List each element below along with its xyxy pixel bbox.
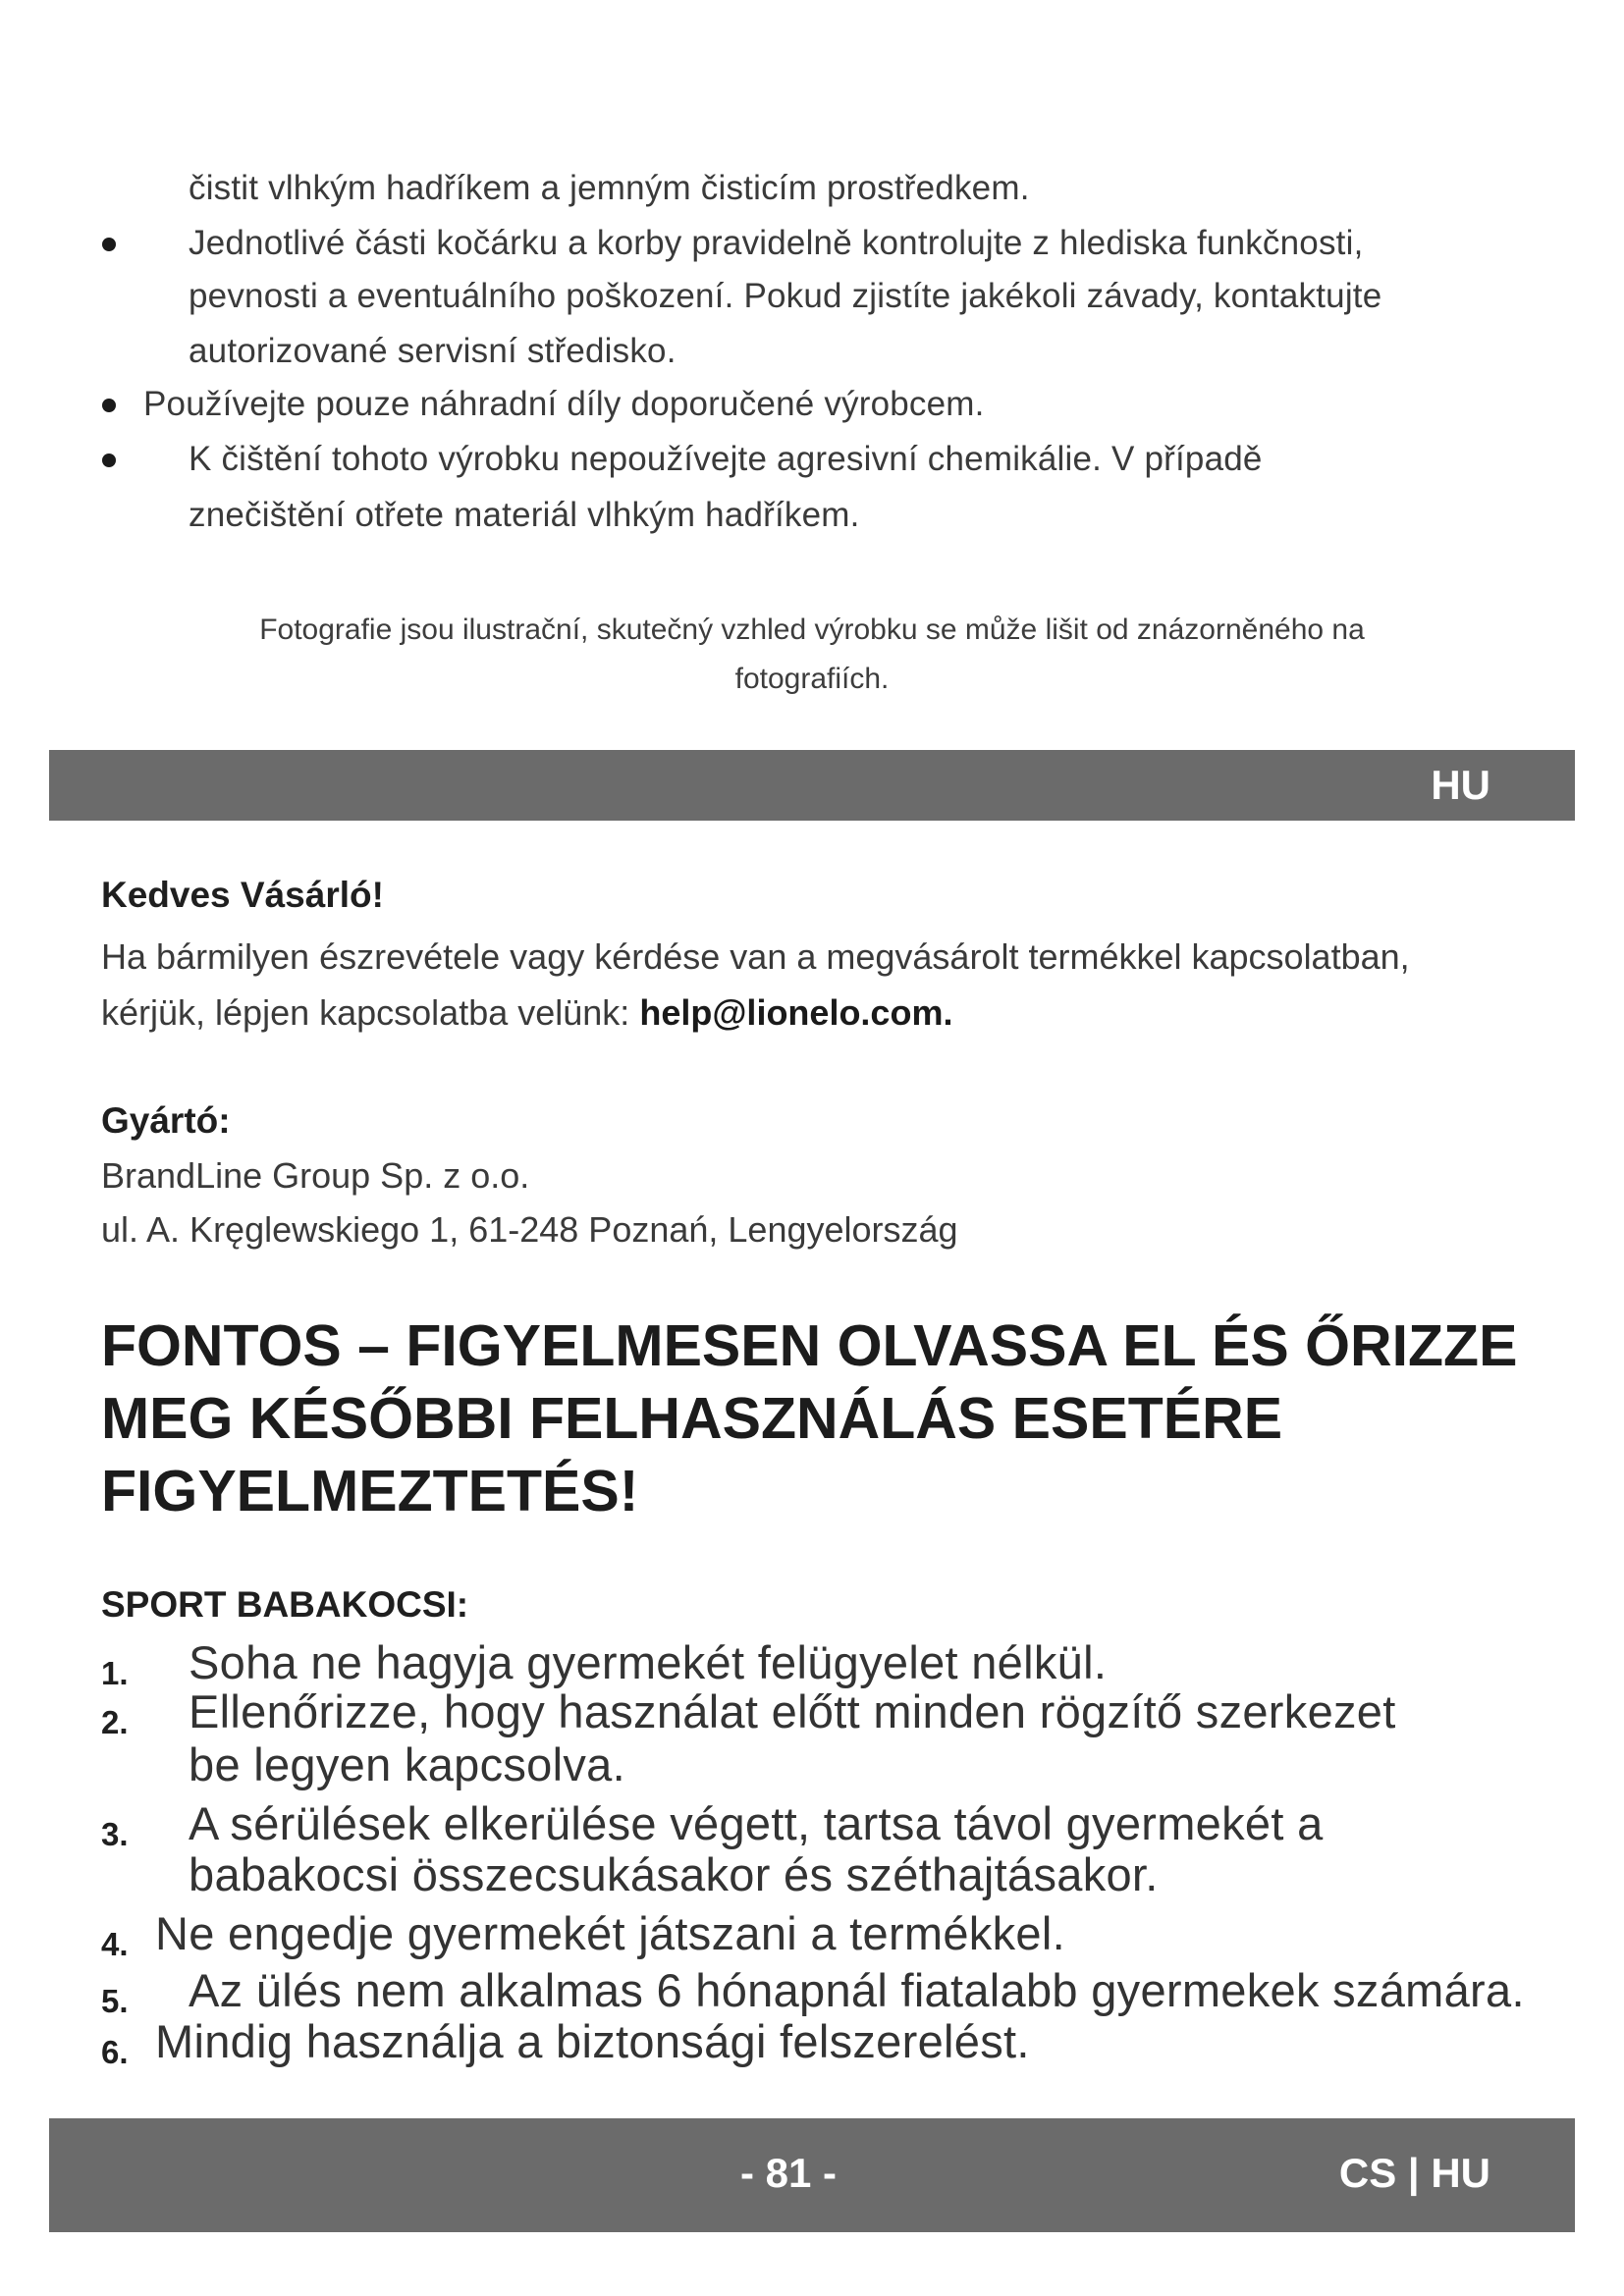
warning-1-line-1: Soha ne hagyja gyermekét felügyelet nélkül. [189,1636,1108,1688]
warning-6-line-1: Mindig használja a biztonsági felszerelést. [155,2015,1030,2067]
warning-number: 3. [101,1816,129,1852]
greeting-heading: Kedves Vásárló! [101,875,384,915]
manufacturer-name: BrandLine Group Sp. z o.o. [101,1155,530,1196]
warning-number: 2. [101,1704,129,1740]
footer-languages: CS | HU [1338,2150,1490,2196]
important-title-line-1: FONTOS – FIGYELMESEN OLVASSA EL ÉS ŐRIZZE [101,1313,1518,1378]
manufacturer-address: ul. A. Kręglewskiego 1, 61-248 Poznań, Lengyelország [101,1209,958,1250]
warning-2-line-1: Ellenőrizze, hogy használat előtt minden rögzítő szerkezet [189,1685,1396,1737]
warning-number: 1. [101,1655,129,1691]
warning-5-line-1: Az ülés nem alkalmas 6 hónapnál fiatalabb gyermekek számára. [189,1964,1525,2016]
warning-3-line-2: babakocsi összecsukásakor és széthajtásakor. [189,1848,1159,1900]
cs-bullet-1-line-2: pevnosti a eventuálního poškození. Pokud zjistíte jakékoli závady, kontaktujte [189,277,1382,315]
cs-bullet-2-line-1: Používejte pouze náhradní díly doporučené výrobcem. [143,385,985,423]
important-title-line-3: FIGYELMEZTETÉS! [101,1459,639,1523]
footer-bar [49,2118,1575,2232]
contact-line-2 [101,992,952,1034]
photo-note-line-2: fotografiích. [734,663,890,695]
warning-4-line-1: Ne engedje gyermekét játszani a termékkel. [155,1907,1065,1959]
warning-2-line-2: be legyen kapcsolva. [189,1738,625,1790]
language-bar-hu [49,750,1575,821]
cs-continuation-line: čistit vlhkým hadříkem a jemným čisticím prostředkem. [189,169,1030,207]
contact-email-link[interactable]: help@lionelo.com. [639,992,953,1033]
warning-3-line-1: A sérülések elkerülése végett, tartsa távol gyermekét a [189,1797,1324,1849]
sport-stroller-heading: SPORT BABAKOCSI: [101,1584,469,1625]
warning-number: 4. [101,1926,129,1962]
bullet-dot [102,399,116,412]
bullet-dot [102,238,116,251]
cs-bullet-1-line-1: Jednotlivé části kočárku a korby pravidelně kontrolujte z hlediska funkčnosti, [189,224,1364,262]
cs-bullet-3-line-2: znečištění otřete materiál vlhkým hadříkem. [189,496,860,534]
warning-number: 6. [101,2034,129,2070]
bullet-dot [102,454,116,467]
important-title-line-2: MEG KÉSŐBBI FELHASZNÁLÁS ESETÉRE [101,1386,1283,1451]
warning-number: 5. [101,1983,129,2019]
photo-note-line-1: Fotografie jsou ilustrační, skutečný vzhled výrobku se může lišit od znázorněného na [259,614,1365,646]
contact-line-1: Ha bármilyen észrevétele vagy kérdése van a megvásárolt termékkel kapcsolatban, [101,936,1410,977]
page-number: - 81 - [740,2150,838,2196]
cs-bullet-1-line-3: autorizované servisní středisko. [189,332,677,370]
language-label: HU [1431,762,1490,808]
contact-line-2-text: kérjük, lépjen kapcsolatba velünk: [101,992,640,1033]
manufacturer-heading: Gyártó: [101,1100,231,1141]
cs-bullet-3-line-1: K čištění tohoto výrobku nepoužívejte agresivní chemikálie. V případě [189,440,1263,478]
